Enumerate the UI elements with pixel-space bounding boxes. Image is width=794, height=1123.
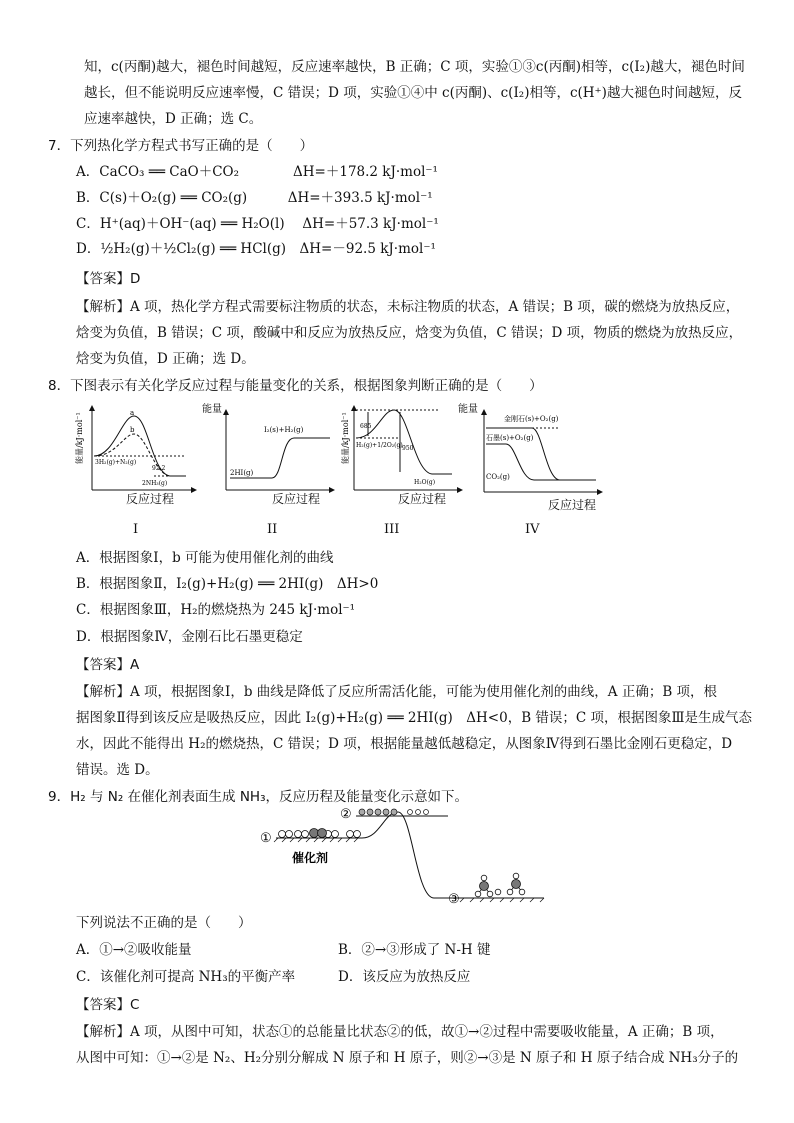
x-axis-label: 反应过程 [126,492,175,506]
curve-a-label: a [130,409,135,417]
q7-answer: 【答案】D [76,271,141,287]
q8-explanation: 据图象Ⅱ得到该反应是吸热反应，因此 I₂(g)+H₂(g) ══ 2HI(g) ΔH<0，B 错误；C 项，根据图象Ⅲ是生成气态 [76,710,753,726]
lower-level-label: 2HI(g) [230,469,254,477]
q8-explanation: 【解析】A 项，根据图象Ⅰ，b 曲线是降低了反应所需活化能，可能为使用催化剂的曲线，A 正确；B 项，根 [76,684,718,700]
q7-explanation: 【解析】A 项，热化学方程式需要标注物质的状态，未标注物质的状态，A 错误；B 项，碳的燃烧为放热反应， [76,299,740,315]
q8-option-a: A．根据图象Ⅰ，b 可能为使用催化剂的曲线 [76,550,334,566]
level-label: 金刚石(s)+O₂(g) [504,415,559,423]
state-1-marker: ① [260,831,272,846]
reactant-label: 3H₂(g)+N₂(g) [95,459,137,466]
question-7-stem: 7．下列热化学方程式书写正确的是（ ） [48,138,314,154]
figure-label-iii: III [384,522,400,537]
text-line: 知，c(丙酮)越大，褪色时间越短，反应速率越快，B 正确；C 项，实验①③c(丙酮)相等，c(I₂)越大，褪色时间 [84,59,745,75]
question-8-stem: 8．下图表示有关化学反应过程与能量变化的关系，根据图象判断正确的是（ ） [48,378,543,394]
q9-ask: 下列说法不正确的是（ ） [76,915,252,931]
value-label: 950 [402,445,414,452]
level-label: 石墨(s)+O₂(g) [486,434,534,442]
q8-answer: 【答案】A [76,657,140,673]
q7-option-d: D．½H₂(g)＋½Cl₂(g) ══ HCl(g) ΔH=－92.5 kJ·mol⁻¹ [76,241,436,257]
catalyst-energy-diagram [252,802,552,912]
curve-b-label: b [130,426,135,434]
figure-label-ii: II [267,522,278,537]
energy-diagram-iv [458,404,606,504]
q9-option-b: B．②→③形成了 N-H 键 [338,942,491,958]
q7-option-a: A．CaCO₃ ══ CaO＋CO₂ ΔH=＋178.2 kJ·mol⁻¹ [76,164,438,180]
q8-option-c: C．根据图象Ⅲ，H₂的燃烧热为 245 kJ·mol⁻¹ [76,602,356,618]
y-axis-label: 能量/kJ·mol⁻¹ [341,412,350,464]
q7-option-c: C．H⁺(aq)＋OH⁻(aq) ══ H₂O(l) ΔH=＋57.3 kJ·mol⁻¹ [76,216,439,232]
q7-option-b: B．C(s)＋O₂(g) ══ CO₂(g) ΔH=＋393.5 kJ·mol⁻¹ [76,190,433,206]
q8-option-d: D．根据图象Ⅳ，金刚石比石墨更稳定 [76,629,303,645]
q8-explanation: 错误。选 D。 [76,762,159,778]
x-axis-label: 反应过程 [398,492,447,506]
q9-answer: 【答案】C [76,997,140,1013]
question-9-stem: 9．H₂ 与 N₂ 在催化剂表面生成 NH₃，反应历程及能量变化示意如下。 [48,789,468,805]
energy-diagram-i [74,404,198,504]
x-axis-label: 反应过程 [548,498,597,512]
q9-option-d: D．该反应为放热反应 [338,969,471,985]
q7-explanation: 焓变为负值，D 正确；选 D。 [76,351,255,367]
value-label: 685 [360,423,372,430]
q9-option-a: A．①→②吸收能量 [76,942,192,958]
y-axis-label: 能量/kJ·mol⁻¹ [75,412,84,464]
energy-diagram-iii [340,404,464,504]
value-label: 92.2 [152,465,166,472]
y-axis-label: 能量 [458,404,478,415]
q8-option-b: B．根据图象Ⅱ，I₂(g)+H₂(g) ══ 2HI(g) ΔH>0 [76,576,379,592]
q9-explanation: 从图中可知：①→②是 N₂、H₂分别分解成 N 原子和 H 原子，则②→③是 N 原子和 H 原子结合成 NH₃分子的 [76,1050,739,1066]
energy-diagram-ii [202,404,336,504]
reactant-label: H₂(g)+1/2O₂(g) [356,442,403,449]
q9-explanation: 【解析】A 项，从图中可知，状态①的总能量比状态②的低，故①→②过程中需要吸收能量，A 正确；B 项， [76,1024,724,1040]
level-label: CO₂(g) [486,473,510,481]
product-label: H₂O(g) [414,479,436,486]
q7-explanation: 焓变为负值，B 错误；C 项，酸碱中和反应为放热反应，焓变为负值，C 错误；D 项，物质的燃烧为放热反应， [76,325,743,341]
state-3-marker: ③ [448,892,460,907]
upper-level-label: I₂(s)+H₂(g) [264,426,304,434]
catalyst-label: 催化剂 [292,851,329,865]
figure-label-iv: IV [525,522,540,537]
figure-label-i: I [133,522,139,537]
text-line: 应速率越快，D 正确；选 C。 [84,111,263,127]
x-axis-label: 反应过程 [272,492,321,506]
y-axis-label: 能量 [202,404,222,415]
q8-explanation: 水，因此不能得出 H₂的燃烧热，C 错误；D 项，根据能量越低越稳定，从图象Ⅳ得到石墨比金刚石更稳定，D [76,736,733,752]
state-2-marker: ② [340,807,352,822]
q9-option-c: C．该催化剂可提高 NH₃的平衡产率 [76,969,296,985]
text-line: 越长，但不能说明反应速率慢，C 错误；D 项，实验①④中 c(丙酮)、c(I₂)相等，c(H⁺)越大褪色时间越短，反 [84,85,742,101]
product-label: 2NH₃(g) [142,480,168,487]
